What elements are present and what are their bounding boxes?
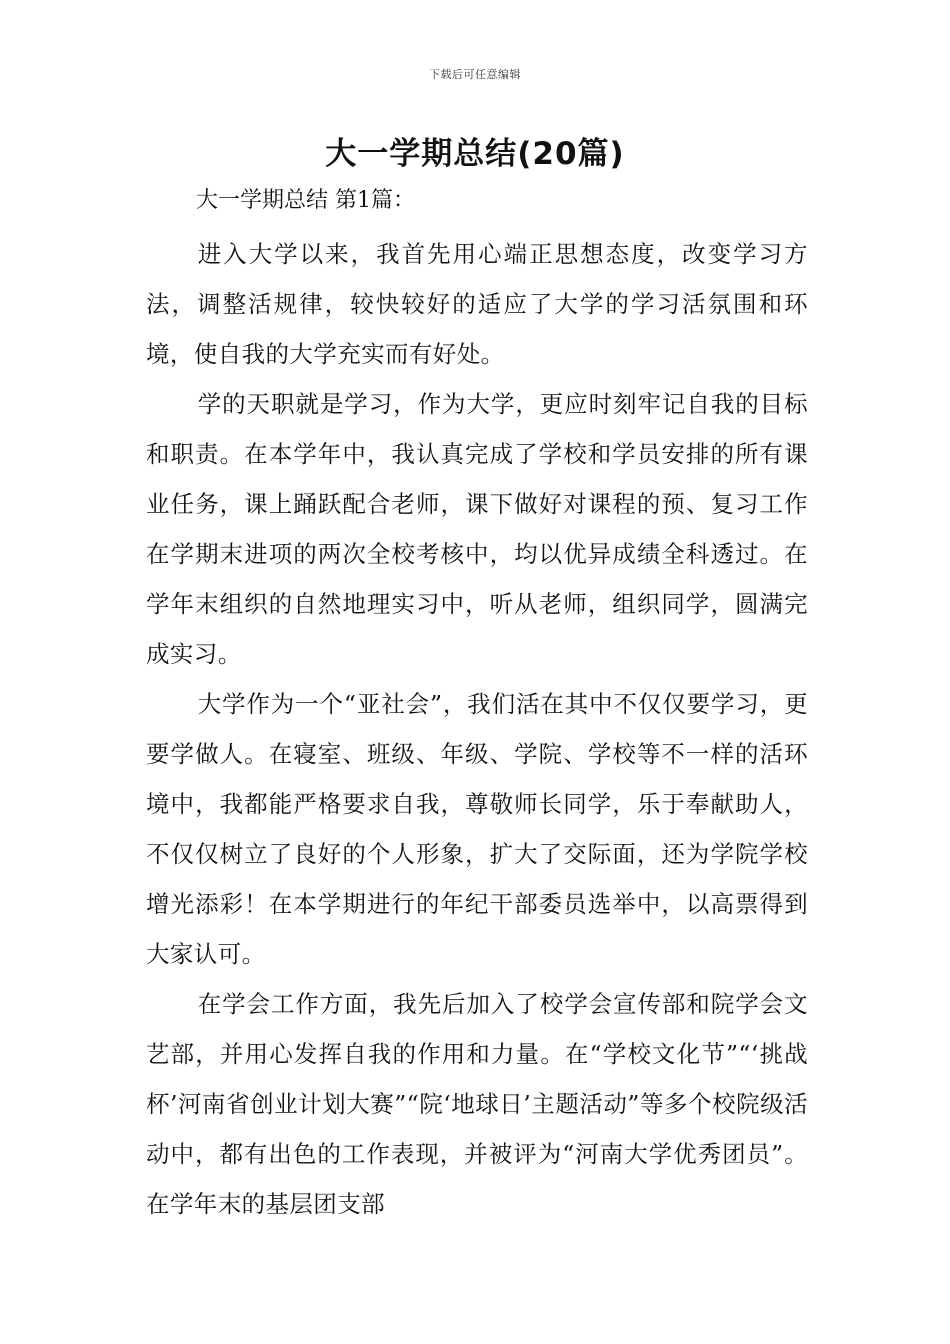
document-subtitle: 大一学期总结 第1篇： — [196, 188, 415, 213]
paragraph: 大学作为一个“亚社会”，我们活在其中不仅仅要学习，更要学做人。在寝室、班级、年级、学院、学校等不一样的活环境中，我都能严格要求自我，尊敬师长同学，乐于奉献助人，不仅仅树立了良好的个人形象，扩大了交际面，还为学院学校增光添彩！在本学期进行的年纪干部委员选举中，以高票得到大家认可。 — [146, 690, 808, 968]
paragraph: 在学会工作方面，我先后加入了校学会宣传部和院学会文艺部，并用心发挥自我的作用和力量。在“学校文化节”“‘挑战杯’河南省创业计划大赛”“院‘地球日’主题活动”等多个校院级活动中，都有出色的工作表现，并被评为“河南大学优秀团员”。在学年末的基层团支部 — [146, 990, 808, 1218]
header-note: 下载后可任意编辑 — [429, 68, 521, 81]
document-body — [146, 229, 808, 1229]
paragraph: 进入大学以来，我首先用心端正思想态度，改变学习方法，调整活规律，较快较好的适应了大学的学习活氛围和环境，使自我的大学充实而有好处。 — [146, 240, 808, 368]
document-title: 大一学期总结(20篇) — [325, 136, 625, 172]
paragraph: 学的天职就是学习，作为大学，更应时刻牢记自我的目标和职责。在本学年中，我认真完成了学校和学员安排的所有课业任务，课上踊跃配合老师，课下做好对课程的预、复习工作在学期末进项的两次全校考核中，均以优异成绩全科透过。在学年末组织的自然地理实习中，听从老师，组织同学，圆满完成实习。 — [146, 390, 808, 668]
